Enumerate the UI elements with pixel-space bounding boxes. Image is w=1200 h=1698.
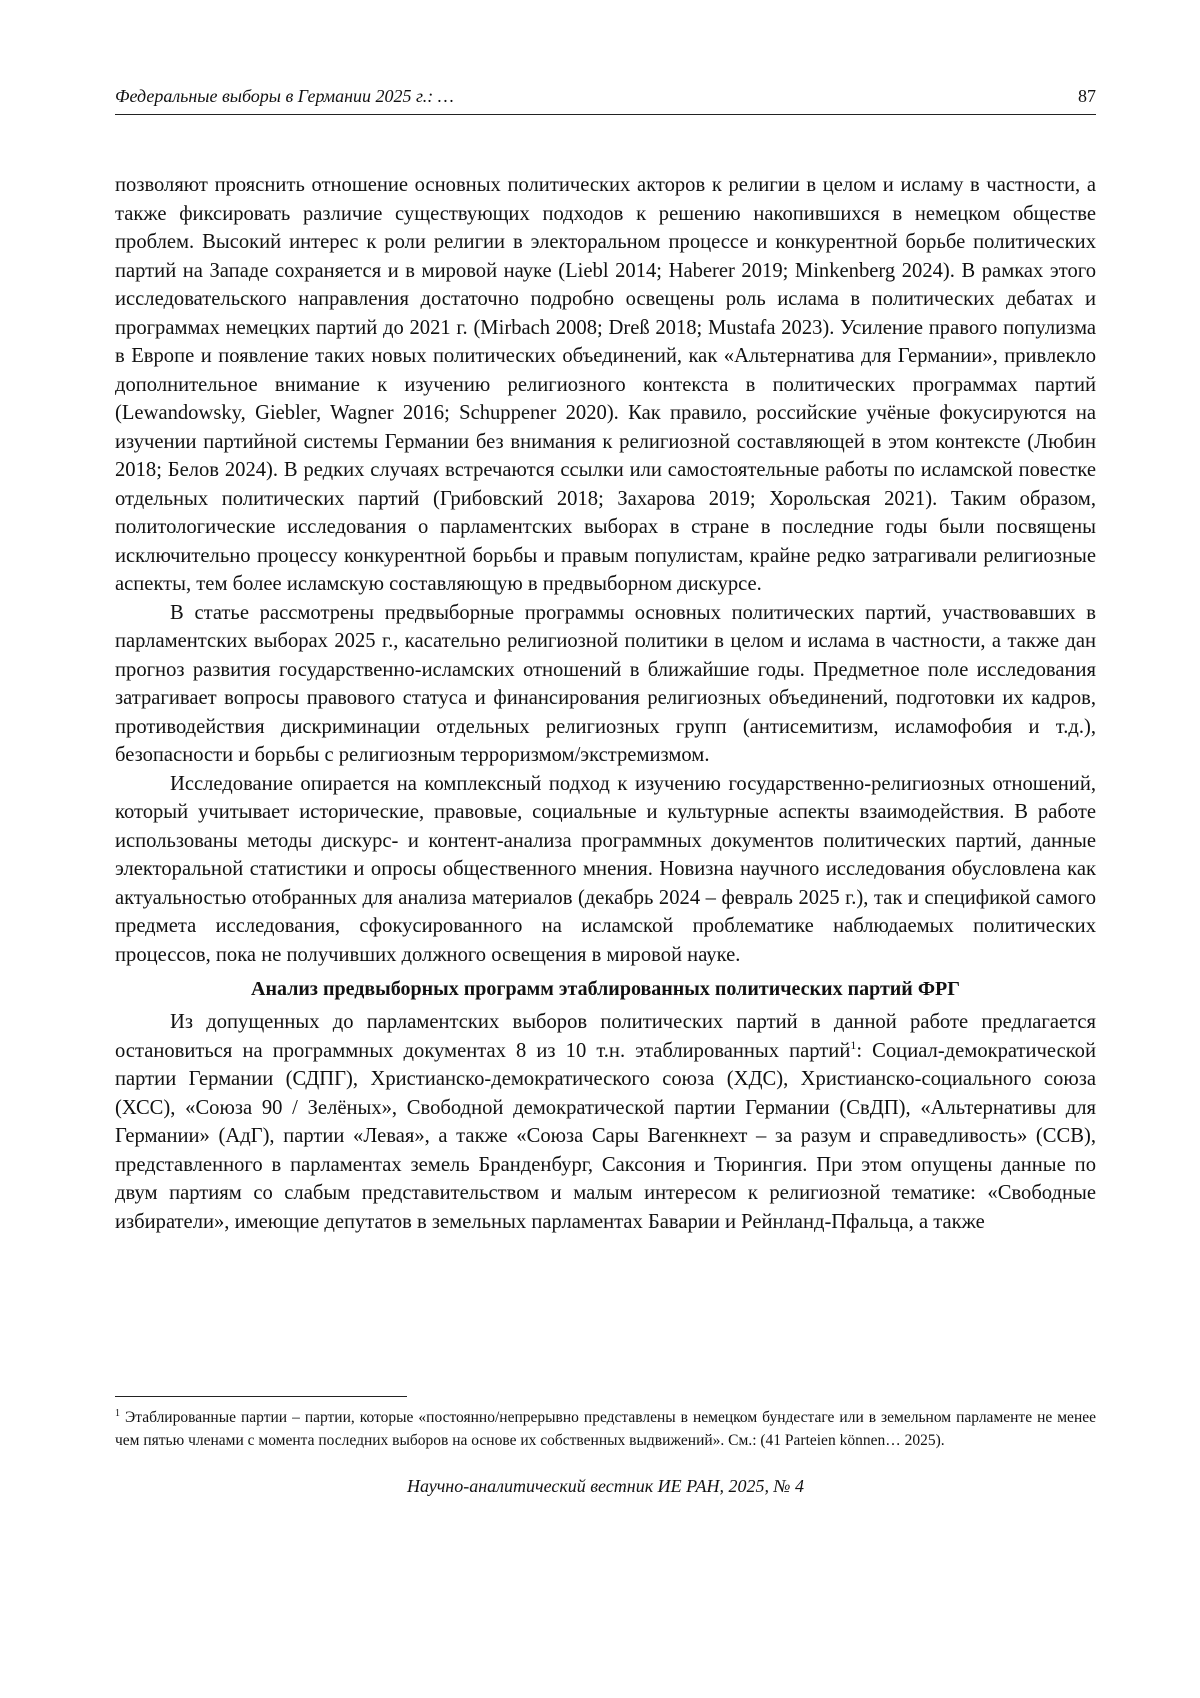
paragraph-1: позволяют прояснить отношение основных политических акторов к религии в целом и исламу в частности, а также фиксировать различие существующих подходов к решению накопившихся в немецком обществе проблем. Высокий интерес к роли религии в электоральном процессе и конкурентной борьбе политических партий на Западе сохраняется и в мировой науке (Liebl 2014; Haberer 2019; Minkenberg 2024). В рамках этого исследовательского направления достаточно подробно освещены роль ислама в политических дебатах и программах немецких партий до 2021 г. (Mirbach 2008; Dreß 2018; Mustafa 2023). Усиление правого популизма в Европе и появление таких новых политических объединений, как «Альтернатива для Германии», привлекло дополнительное внимание к изучению религиозного контекста в политических программах партий (Lewandowsky, Giebler, Wagner 2016; Schuppener 2020). Как правило, российские учёные фокусируются на изучении партийной системы Германии без внимания к религиозной составляющей в этом контексте (Любин 2018; Белов 2024). В редких случаях встречаются ссылки или самостоятельные работы по исламской повестке отдельных политических партий (Грибовский 2018; Захарова 2019; Хорольская 2021). Таким образом, политологические исследования о парламентских выборах в стране в последние годы были посвящены исключительно процессу конкурентной борьбы и правым популистам, крайне редко затрагивали религиозные аспекты, тем более исламскую составляющую в предвыборном дискурсе. xyxy=(115,174,1096,595)
journal-footer: Научно-аналитический вестник ИЕ РАН, 2025, № 4 xyxy=(406,1476,805,1496)
footnote-text: Этаблированные партии – партии, которые «постоянно/непрерывно представлены в немецком бундестаге или в земельном парламенте не менее чем пятью членами с момента последних выборов на основе их собственных выдвижений». См.: (41 Parteien können… 2025). xyxy=(115,1409,1096,1449)
running-title: Федеральные выборы в Германии 2025 г.: … xyxy=(115,86,454,106)
footnote-mark: 1 xyxy=(115,1407,120,1419)
footnote xyxy=(115,1407,1096,1452)
section-heading: Анализ предвыборных программ этаблированных политических партий ФРГ xyxy=(251,978,960,1000)
paragraph-4 xyxy=(115,1008,1096,1236)
paragraph-2: В статье рассмотрены предвыборные программы основных политических партий, участвовавших в парламентских выборах 2025 г., касательно религиозной политики в целом и ислама в частности, а также дан прогноз развития государственно-исламских отношений в ближайшие годы. Предметное поле исследования затрагивает вопросы правового статуса и финансирования религиозных объединений, подготовки их кадров, противодействия дискриминации отдельных религиозных групп (антисемитизм, исламофобия и т.д.), безопасности и борьбы с религиозным терроризмом/экстремизмом. xyxy=(115,601,1096,766)
article-body xyxy=(115,171,1096,1236)
paragraph-4-part1: Из допущенных до парламентских выборов политических партий в данной работе предлагается остановиться на программных документах 8 из 10 т.н. этаблированных партий xyxy=(115,1011,1096,1062)
footnote-separator xyxy=(115,1396,407,1397)
running-header xyxy=(115,84,1096,115)
page-number: 87 xyxy=(1078,86,1096,106)
paragraph-4-part2: : Социал-демократической партии Германии (СДПГ), Христианско-демократического союза (ХДС), Христианско-социального союза (ХСС), «Союза 90 / Зелёных», Свободной демократической партии Германии (СвДП), «Альтернативы для Германии» (АдГ), партии «Левая», а также «Союза Сары Вагенкнехт – за разум и справедливость» (ССВ), представленного в парламентах земель Бранденбург, Саксония и Тюрингия. При этом опущены данные по двум партиям со слабым представительством и малым интересом к религиозной тематике: «Свободные избиратели», имеющие депутатов в земельных парламентах Баварии и Рейнланд-Пфальца, а также xyxy=(115,1039,1096,1233)
footnote-reference[interactable]: 1 xyxy=(850,1037,857,1052)
paragraph-3: Исследование опирается на комплексный подход к изучению государственно-религиозных отношений, который учитывает исторические, правовые, социальные и культурные аспекты взаимодействия. В работе использованы методы дискурс- и контент-анализа программных документов политических партий, данные электоральной статистики и опросы общественного мнения. Новизна научного исследования обусловлена как актуальностью отобранных для анализа материалов (декабрь 2024 – февраль 2025 г.), так и спецификой самого предмета исследования, сфокусированного на исламской проблематике наблюдаемых политических процессов, пока не получивших должного освещения в мировой науке. xyxy=(115,772,1096,966)
